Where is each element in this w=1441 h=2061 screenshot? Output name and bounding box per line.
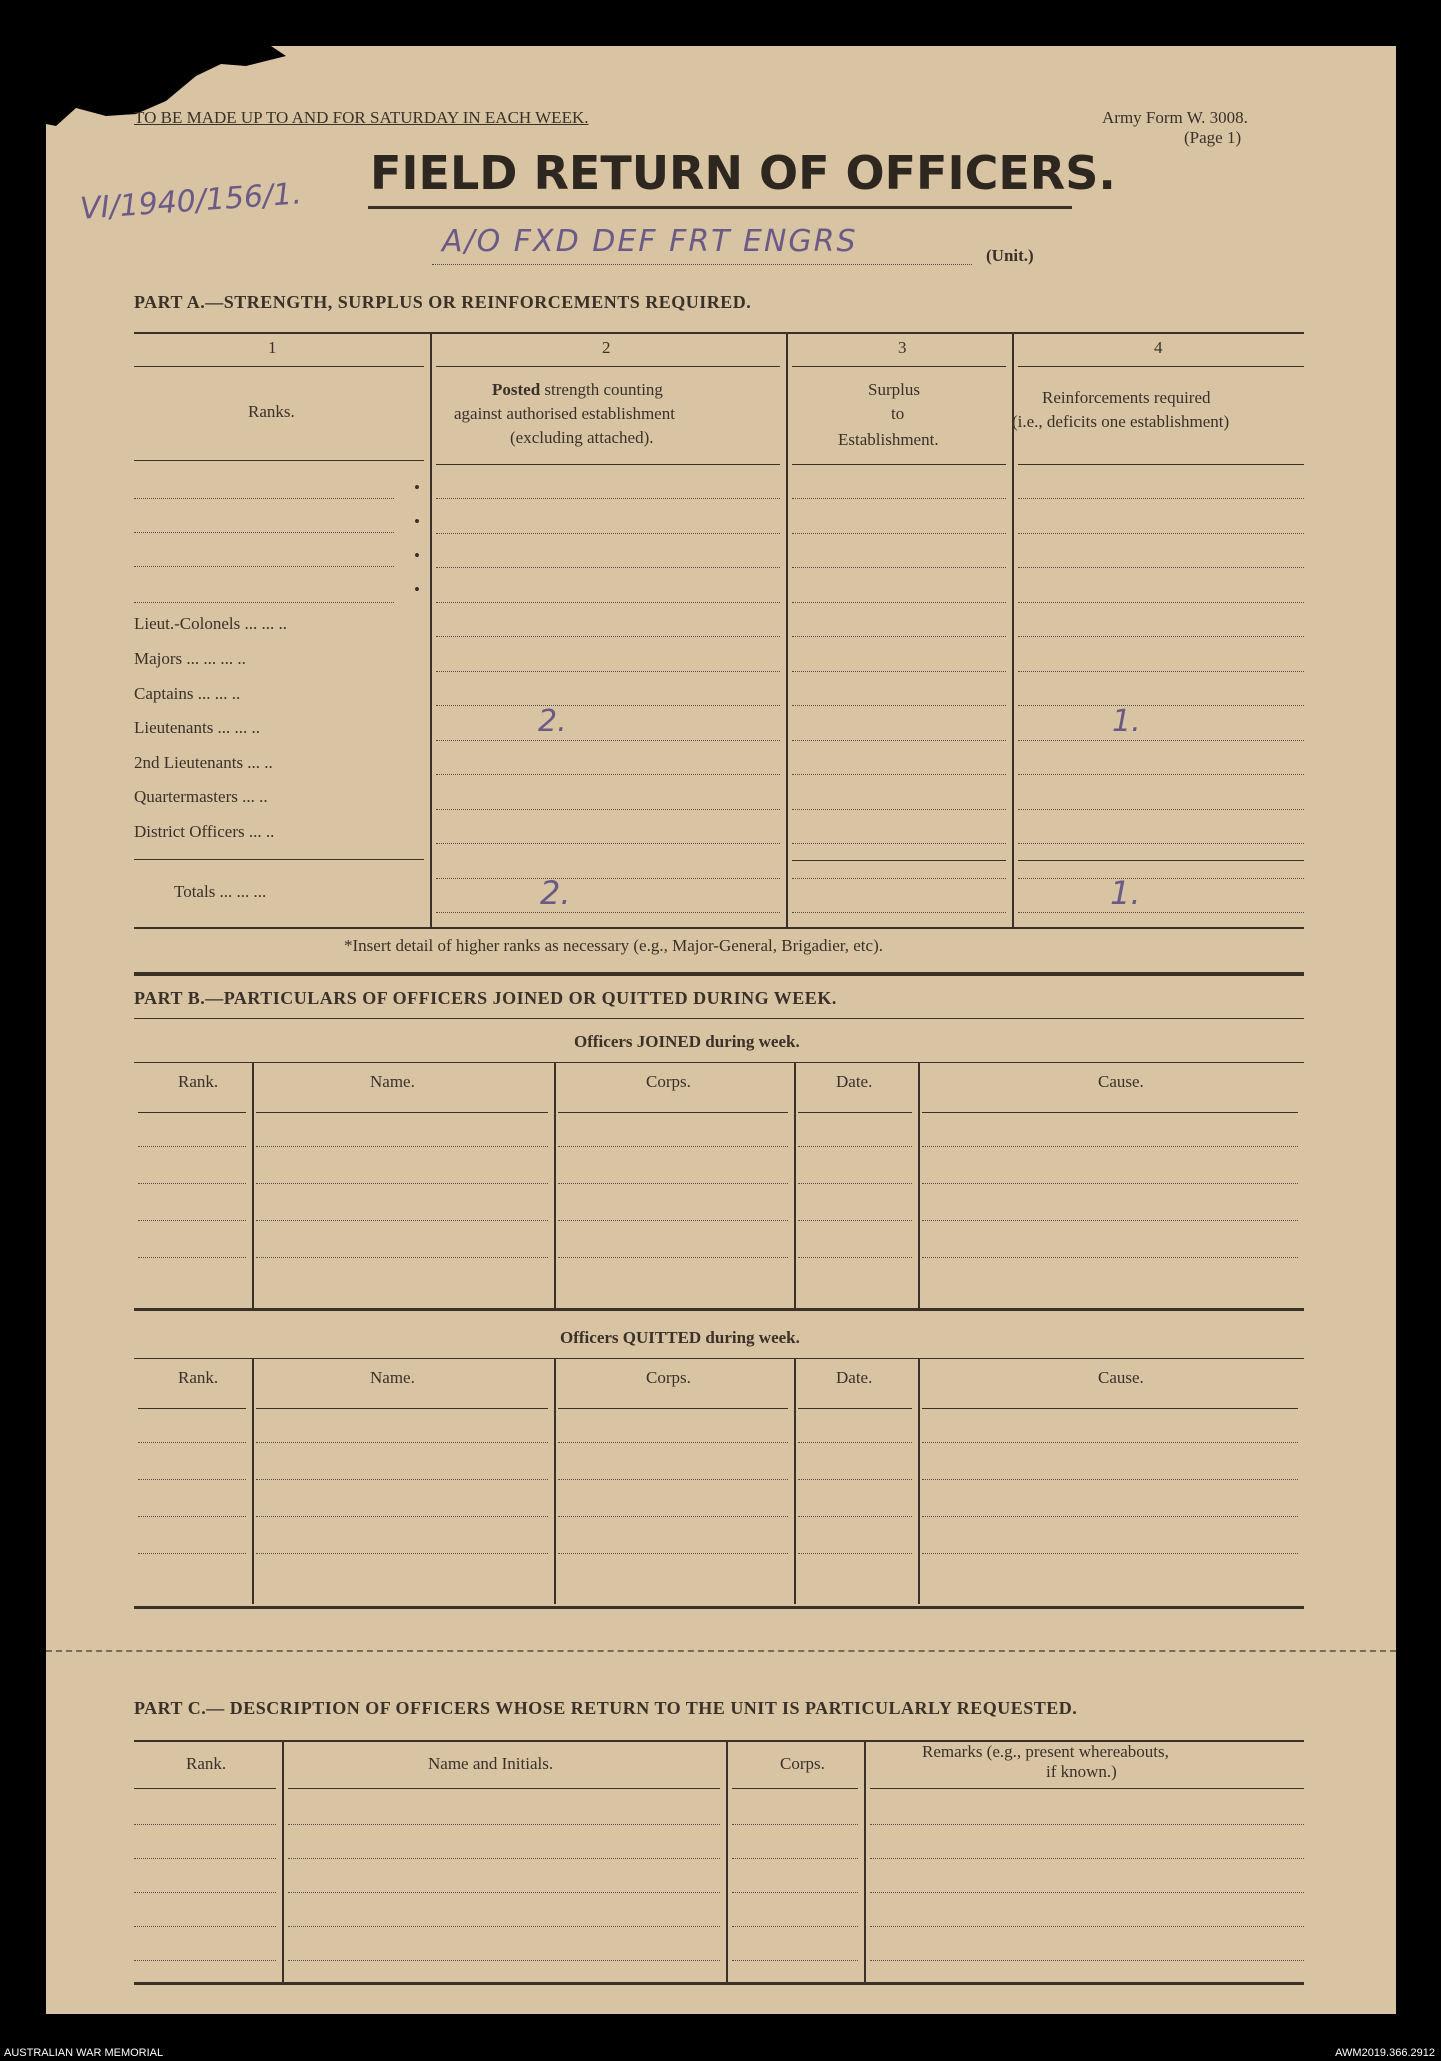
table-row-line bbox=[798, 1220, 912, 1221]
part-c-header-rule-3 bbox=[732, 1788, 858, 1789]
part-c-row-line bbox=[134, 1892, 276, 1893]
table-row-line bbox=[138, 1516, 246, 1517]
part-c-row-line bbox=[732, 1960, 858, 1961]
part-a-value-line bbox=[792, 912, 1006, 913]
quitted-bottom-rule bbox=[134, 1606, 1304, 1609]
unit-label: (Unit.) bbox=[986, 246, 1034, 265]
table-col-header: Rank. bbox=[178, 1368, 219, 1387]
part-c-row-line bbox=[288, 1892, 720, 1893]
part-c-row-line bbox=[134, 1926, 276, 1927]
table-header-rule bbox=[922, 1408, 1298, 1409]
table-col-divider bbox=[252, 1062, 254, 1308]
table-header-rule bbox=[798, 1112, 912, 1113]
table-row-line bbox=[256, 1479, 548, 1480]
col-number-rule-3 bbox=[792, 366, 1006, 367]
table-row-line bbox=[798, 1553, 912, 1554]
part-c-row-line bbox=[732, 1892, 858, 1893]
table-row-line bbox=[922, 1442, 1298, 1443]
posted-bold: Posted bbox=[492, 380, 541, 399]
part-a-value-line bbox=[792, 705, 1006, 706]
joined-title-rule bbox=[134, 1062, 1304, 1063]
part-a-value-line bbox=[792, 636, 1006, 637]
part-c-col-divider-2 bbox=[726, 1740, 728, 1984]
part-a-value-line bbox=[436, 740, 780, 741]
part-a-end-rule bbox=[134, 972, 1304, 976]
table-row-line bbox=[798, 1516, 912, 1517]
col-posted-header-line1 bbox=[492, 380, 663, 400]
totals-label: Totals ... ... ... bbox=[174, 882, 267, 901]
rank-blank-line-1 bbox=[134, 498, 394, 499]
table-row-line bbox=[558, 1553, 788, 1554]
table-row-line bbox=[138, 1479, 246, 1480]
col-posted-header-line3: (excluding attached). bbox=[510, 428, 654, 447]
part-c-row-line bbox=[870, 1858, 1304, 1859]
part-c-col-remarks-1: Remarks (e.g., present whereabouts, bbox=[922, 1742, 1169, 1761]
table-row-line bbox=[558, 1146, 788, 1147]
table-row-line bbox=[798, 1183, 912, 1184]
tear-off-line bbox=[46, 1650, 1396, 1652]
table-header-rule bbox=[558, 1112, 788, 1113]
part-a-value-line bbox=[1018, 636, 1304, 637]
col-surplus-header-line3: Establishment. bbox=[838, 430, 939, 449]
part-a-value-line bbox=[792, 602, 1006, 603]
part-a-value-line bbox=[792, 671, 1006, 672]
col-posted-header-line2: against authorised establishment bbox=[454, 404, 675, 423]
part-a-value-line bbox=[792, 843, 1006, 844]
table-row-line bbox=[256, 1516, 548, 1517]
totals-reinforcements-value: 1. bbox=[1110, 874, 1141, 912]
table-row-line bbox=[256, 1553, 548, 1554]
table-col-header: Rank. bbox=[178, 1072, 219, 1091]
part-a-header-rule-2 bbox=[436, 464, 780, 465]
col-number-2: 2 bbox=[602, 338, 611, 357]
part-c-row-line bbox=[134, 1858, 276, 1859]
table-header-rule bbox=[256, 1112, 548, 1113]
table-col-divider bbox=[794, 1358, 796, 1604]
part-a-header-rule-4 bbox=[1018, 464, 1304, 465]
rank-majors: Majors ... ... ... .. bbox=[134, 649, 246, 668]
part-a-value-line bbox=[436, 809, 780, 810]
table-row-line bbox=[256, 1183, 548, 1184]
table-row-line bbox=[256, 1442, 548, 1443]
table-header-rule bbox=[256, 1408, 548, 1409]
quitted-title-rule bbox=[134, 1358, 1304, 1359]
table-col-header: Date. bbox=[836, 1072, 873, 1091]
table-col-divider bbox=[918, 1062, 920, 1308]
table-header-rule bbox=[798, 1408, 912, 1409]
part-c-header-rule-2 bbox=[288, 1788, 720, 1789]
table-row-line bbox=[922, 1183, 1298, 1184]
part-a-value-line bbox=[436, 671, 780, 672]
col-number-rule-1 bbox=[134, 366, 424, 367]
table-row-line bbox=[558, 1442, 788, 1443]
part-a-value-line bbox=[792, 809, 1006, 810]
table-row-line bbox=[922, 1516, 1298, 1517]
asterisk-3: • bbox=[414, 546, 420, 565]
part-a-value-line bbox=[436, 602, 780, 603]
posted-rest: strength counting bbox=[540, 380, 663, 399]
part-c-header-rule-4 bbox=[870, 1788, 1304, 1789]
col-number-4: 4 bbox=[1154, 338, 1163, 357]
part-a-value-line bbox=[1018, 533, 1304, 534]
table-col-divider bbox=[918, 1358, 920, 1604]
part-c-row-line bbox=[870, 1926, 1304, 1927]
rank-lieutenants: Lieutenants ... ... .. bbox=[134, 718, 261, 737]
part-a-value-line bbox=[436, 774, 780, 775]
part-c-row-line bbox=[134, 1960, 276, 1961]
table-col-divider bbox=[252, 1358, 254, 1604]
part-a-value-line bbox=[436, 912, 780, 913]
part-a-value-line bbox=[436, 636, 780, 637]
title-underline bbox=[368, 206, 1072, 209]
table-col-header: Corps. bbox=[646, 1072, 691, 1091]
asterisk-1: • bbox=[414, 478, 420, 497]
table-col-header: Name. bbox=[370, 1368, 415, 1387]
part-c-col-divider-3 bbox=[864, 1740, 866, 1984]
table-row-line bbox=[558, 1183, 788, 1184]
part-a-value-line bbox=[436, 843, 780, 844]
table-header-rule bbox=[558, 1408, 788, 1409]
part-a-value-line bbox=[1018, 567, 1304, 568]
part-a-value-line bbox=[436, 498, 780, 499]
col-ranks-header: Ranks. bbox=[248, 402, 295, 421]
table-row-line bbox=[256, 1257, 548, 1258]
table-header-rule bbox=[138, 1408, 246, 1409]
part-c-row-line bbox=[288, 1858, 720, 1859]
part-c-row-line bbox=[732, 1858, 858, 1859]
table-row-line bbox=[798, 1146, 912, 1147]
part-c-bottom-rule bbox=[134, 1982, 1304, 1985]
asterisk-2: • bbox=[414, 512, 420, 531]
table-header-rule bbox=[138, 1112, 246, 1113]
rank-blank-line-3 bbox=[134, 566, 394, 567]
part-c-row-line bbox=[870, 1960, 1304, 1961]
col-reinforcements-header-line2: (i.e., deficits one establishment) bbox=[1012, 412, 1230, 431]
table-row-line bbox=[922, 1553, 1298, 1554]
part-a-value-line bbox=[1018, 671, 1304, 672]
part-c-col-corps: Corps. bbox=[780, 1754, 825, 1773]
col-number-rule-2 bbox=[436, 366, 780, 367]
part-a-value-line bbox=[436, 878, 780, 879]
table-row-line bbox=[922, 1479, 1298, 1480]
table-row-line bbox=[138, 1257, 246, 1258]
rank-captains: Captains ... ... .. bbox=[134, 684, 241, 703]
part-a-value-line bbox=[1018, 809, 1304, 810]
part-a-value-line bbox=[436, 533, 780, 534]
part-c-row-line bbox=[732, 1926, 858, 1927]
part-a-value-line bbox=[1018, 912, 1304, 913]
table-row-line bbox=[256, 1146, 548, 1147]
table-header-rule bbox=[922, 1112, 1298, 1113]
form-sheet bbox=[46, 46, 1396, 2014]
unit-value: A/O FXD DEF FRT ENGRS bbox=[442, 224, 858, 259]
table-row-line bbox=[922, 1257, 1298, 1258]
part-b-heading: PART B.—PARTICULARS OF OFFICERS JOINED OR QUITTED DURING WEEK. bbox=[134, 988, 837, 1008]
footer-right: AWM2019.366.2912 bbox=[1335, 2047, 1435, 2059]
part-c-row-line bbox=[732, 1824, 858, 1825]
table-row-line bbox=[138, 1220, 246, 1221]
part-c-header-rule-1 bbox=[134, 1788, 276, 1789]
part-c-row-line bbox=[288, 1824, 720, 1825]
part-c-col-divider-1 bbox=[282, 1740, 284, 1984]
col-surplus-header-line1: Surplus bbox=[868, 380, 920, 399]
part-a-value-line bbox=[436, 705, 780, 706]
part-a-col-divider-1 bbox=[430, 332, 432, 927]
part-a-value-line bbox=[1018, 602, 1304, 603]
part-c-row-line bbox=[870, 1824, 1304, 1825]
part-a-value-line bbox=[436, 567, 780, 568]
table-col-header: Date. bbox=[836, 1368, 873, 1387]
file-reference: VI/1940/156/1. bbox=[79, 176, 303, 227]
table-row-line bbox=[558, 1257, 788, 1258]
part-c-row-line bbox=[288, 1926, 720, 1927]
table-row-line bbox=[256, 1220, 548, 1221]
totals-rule-left bbox=[134, 859, 424, 860]
part-a-value-line bbox=[792, 498, 1006, 499]
totals-rule-mid bbox=[792, 860, 1006, 861]
part-c-row-line bbox=[870, 1892, 1304, 1893]
form-title: FIELD RETURN OF OFFICERS. bbox=[370, 146, 1116, 200]
col-number-1: 1 bbox=[268, 338, 277, 357]
part-a-value-line bbox=[1018, 705, 1304, 706]
joined-bottom-rule bbox=[134, 1308, 1304, 1311]
col-surplus-header-line2: to bbox=[891, 404, 905, 423]
part-a-value-line bbox=[792, 533, 1006, 534]
table-row-line bbox=[798, 1257, 912, 1258]
part-a-value-line bbox=[792, 878, 1006, 879]
table-row-line bbox=[138, 1183, 246, 1184]
part-a-value-line bbox=[792, 567, 1006, 568]
rank-blank-line-4 bbox=[134, 602, 394, 603]
rank-lieut-colonels: Lieut.-Colonels ... ... .. bbox=[134, 614, 287, 633]
table-row-line bbox=[798, 1479, 912, 1480]
part-a-value-line bbox=[1018, 878, 1304, 879]
asterisk-4: • bbox=[414, 580, 420, 599]
table-row-line bbox=[922, 1146, 1298, 1147]
part-c-row-line bbox=[134, 1824, 276, 1825]
quitted-title: Officers QUITTED during week. bbox=[560, 1328, 800, 1347]
part-a-footnote: *Insert detail of higher ranks as necessary (e.g., Major-General, Brigadier, etc). bbox=[344, 936, 883, 955]
part-b-heading-rule bbox=[134, 1018, 1304, 1019]
table-row-line bbox=[558, 1220, 788, 1221]
rank-quartermasters: Quartermasters ... .. bbox=[134, 787, 268, 806]
rank-blank-line-2 bbox=[134, 532, 394, 533]
part-a-header-rule-1 bbox=[134, 460, 424, 461]
part-c-row-line bbox=[288, 1960, 720, 1961]
part-a-value-line bbox=[792, 740, 1006, 741]
part-a-value-line bbox=[1018, 843, 1304, 844]
table-row-line bbox=[922, 1220, 1298, 1221]
table-row-line bbox=[558, 1516, 788, 1517]
part-c-col-remarks-2: if known.) bbox=[1046, 1762, 1117, 1781]
part-a-value-line bbox=[792, 774, 1006, 775]
table-col-header: Cause. bbox=[1098, 1072, 1144, 1091]
totals-posted-value: 2. bbox=[540, 874, 571, 912]
rank-2nd-lieutenants: 2nd Lieutenants ... .. bbox=[134, 753, 273, 772]
part-c-col-rank: Rank. bbox=[186, 1754, 227, 1773]
table-col-header: Corps. bbox=[646, 1368, 691, 1387]
part-a-header-rule-3 bbox=[792, 464, 1006, 465]
col-number-rule-4 bbox=[1018, 366, 1304, 367]
part-c-col-name: Name and Initials. bbox=[428, 1754, 554, 1773]
col-number-3: 3 bbox=[898, 338, 907, 357]
form-number: Army Form W. 3008. bbox=[1102, 108, 1248, 127]
table-row-line bbox=[798, 1442, 912, 1443]
table-row-line bbox=[138, 1553, 246, 1554]
joined-title: Officers JOINED during week. bbox=[574, 1032, 800, 1051]
part-a-heading: PART A.—STRENGTH, SURPLUS OR REINFORCEMENTS REQUIRED. bbox=[134, 292, 752, 312]
table-col-divider bbox=[794, 1062, 796, 1308]
part-a-value-line bbox=[1018, 498, 1304, 499]
footer-left: AUSTRALIAN WAR MEMORIAL bbox=[4, 2047, 164, 2059]
instruction-text: TO BE MADE UP TO AND FOR SATURDAY IN EACH WEEK. bbox=[134, 108, 589, 127]
part-a-col-divider-2 bbox=[786, 332, 788, 927]
totals-rule-right bbox=[1018, 860, 1304, 861]
part-a-bottom-rule bbox=[134, 927, 1304, 929]
table-row-line bbox=[558, 1479, 788, 1480]
table-col-divider bbox=[554, 1062, 556, 1308]
table-row-line bbox=[138, 1442, 246, 1443]
table-row-line bbox=[138, 1146, 246, 1147]
table-col-header: Name. bbox=[370, 1072, 415, 1091]
page-number: (Page 1) bbox=[1184, 128, 1242, 147]
part-a-top-rule bbox=[134, 332, 1304, 334]
rank-district-officers: District Officers ... .. bbox=[134, 822, 275, 841]
lieutenants-posted-value: 2. bbox=[538, 704, 567, 739]
table-col-header: Cause. bbox=[1098, 1368, 1144, 1387]
part-a-value-line bbox=[1018, 774, 1304, 775]
lieutenants-reinforcements-value: 1. bbox=[1112, 704, 1141, 739]
part-a-value-line bbox=[1018, 740, 1304, 741]
part-c-heading: PART C.— DESCRIPTION OF OFFICERS WHOSE RETURN TO THE UNIT IS PARTICULARLY REQUESTED. bbox=[134, 1698, 1078, 1718]
table-col-divider bbox=[554, 1358, 556, 1604]
unit-dotted-line bbox=[432, 264, 972, 265]
col-reinforcements-header-line1: Reinforcements required bbox=[1042, 388, 1211, 407]
